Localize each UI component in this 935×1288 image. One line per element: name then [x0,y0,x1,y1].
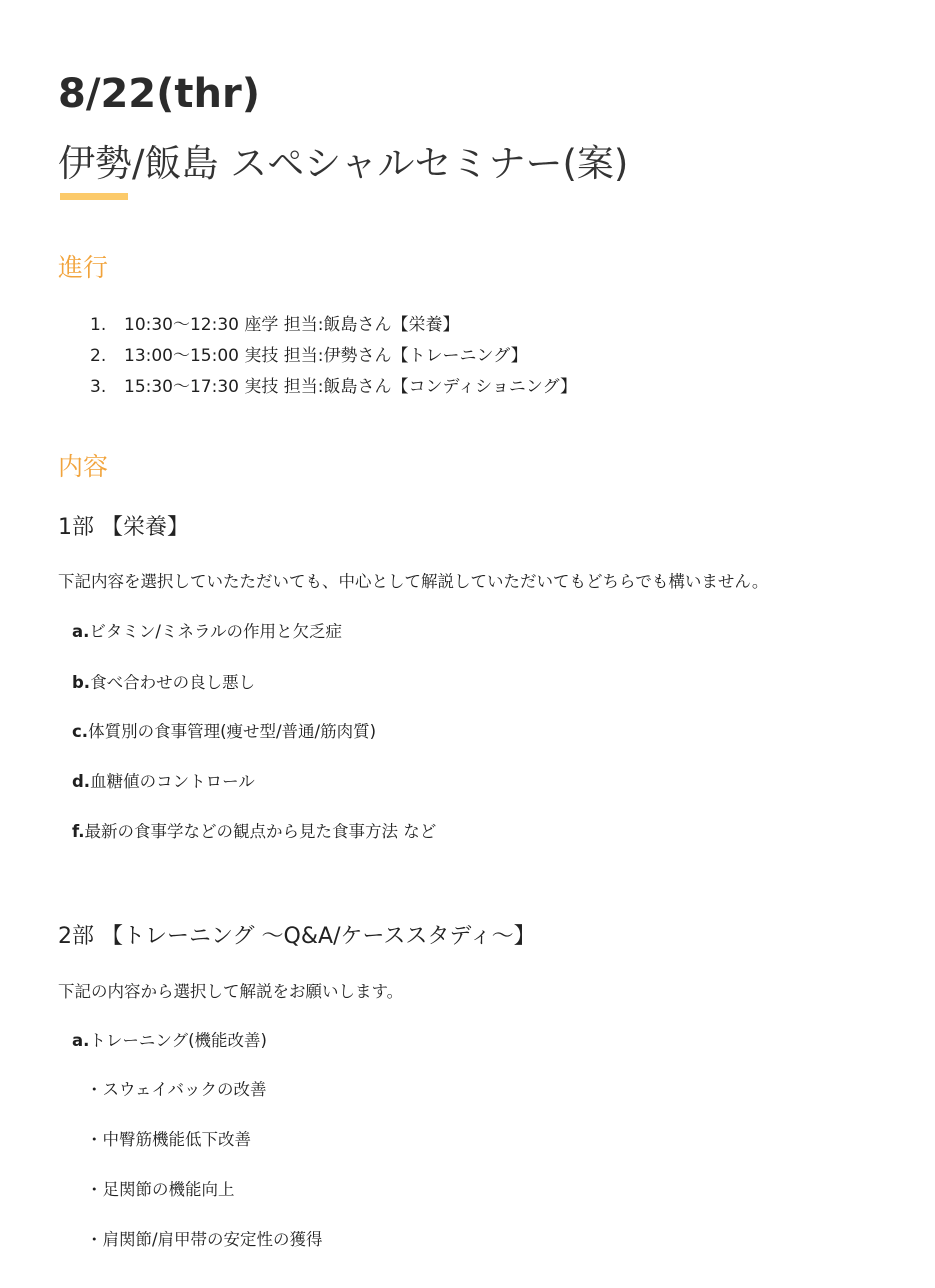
schedule-item-number: 2. [90,346,107,366]
date-title: 8/22(thr) [58,71,260,117]
schedule-item-text: 10:30〜12:30 座学 担当:飯島さん【栄養】 [124,315,460,335]
part2-bullet: ・足関節の機能向上 [86,1180,235,1199]
item-label: c. [72,722,89,741]
schedule-item-number: 3. [90,377,107,397]
part1-item [72,820,436,844]
section-heading-progress: 進行 [58,253,109,282]
part2-bullet: ・中臀筋機能低下改善 [86,1130,251,1149]
schedule-item [90,372,577,403]
item-text: 血糖値のコントロール [90,772,255,791]
item-text: 食べ合わせの良し悪し [90,673,256,692]
part2-bullet: ・肩関節/肩甲帯の安定性の獲得 [86,1230,323,1249]
schedule-item-text: 13:00〜15:00 実技 担当:伊勢さん【トレーニング】 [124,346,528,366]
schedule-item-number: 1. [90,315,107,335]
item-text: 最新の食事学などの観点から見た食事方法 など [84,822,437,841]
item-label: b. [72,673,91,692]
item-text: トレーニング(機能改善) [89,1031,267,1050]
part1-item [72,770,255,794]
item-text: 体質別の食事管理(痩せ型/普通/筋肉質) [88,722,377,741]
part2-heading: 2部 【トレーニング 〜Q&A/ケーススタディ〜】 [58,924,536,949]
part1-item [72,720,376,744]
title-underline [60,193,128,200]
schedule-item [90,310,577,341]
item-label: f. [72,822,85,841]
item-label: a. [72,1031,90,1050]
schedule-item-text: 15:30〜17:30 実技 担当:飯島さん【コンディショニング】 [124,377,577,397]
item-label: a. [72,622,90,641]
part2-description: 下記の内容から選択して解説をお願いします。 [58,982,404,1001]
section-heading-content: 内容 [58,452,109,481]
schedule-list [90,310,577,403]
part2-bullet: ・スウェイバックの改善 [86,1080,267,1099]
item-text: ビタミン/ミネラルの作用と欠乏症 [89,622,342,641]
schedule-item [90,341,577,372]
part1-item [72,620,342,644]
part1-heading: 1部 【栄養】 [58,515,189,540]
part1-description: 下記内容を選択していたただいても、中心として解説していただいてもどちらでも構いません。 [58,572,769,591]
part2-item [72,1029,267,1053]
part1-item [72,671,255,695]
item-label: d. [72,772,91,791]
page-title: 伊勢/飯島 スペシャルセミナー(案) [58,142,629,185]
